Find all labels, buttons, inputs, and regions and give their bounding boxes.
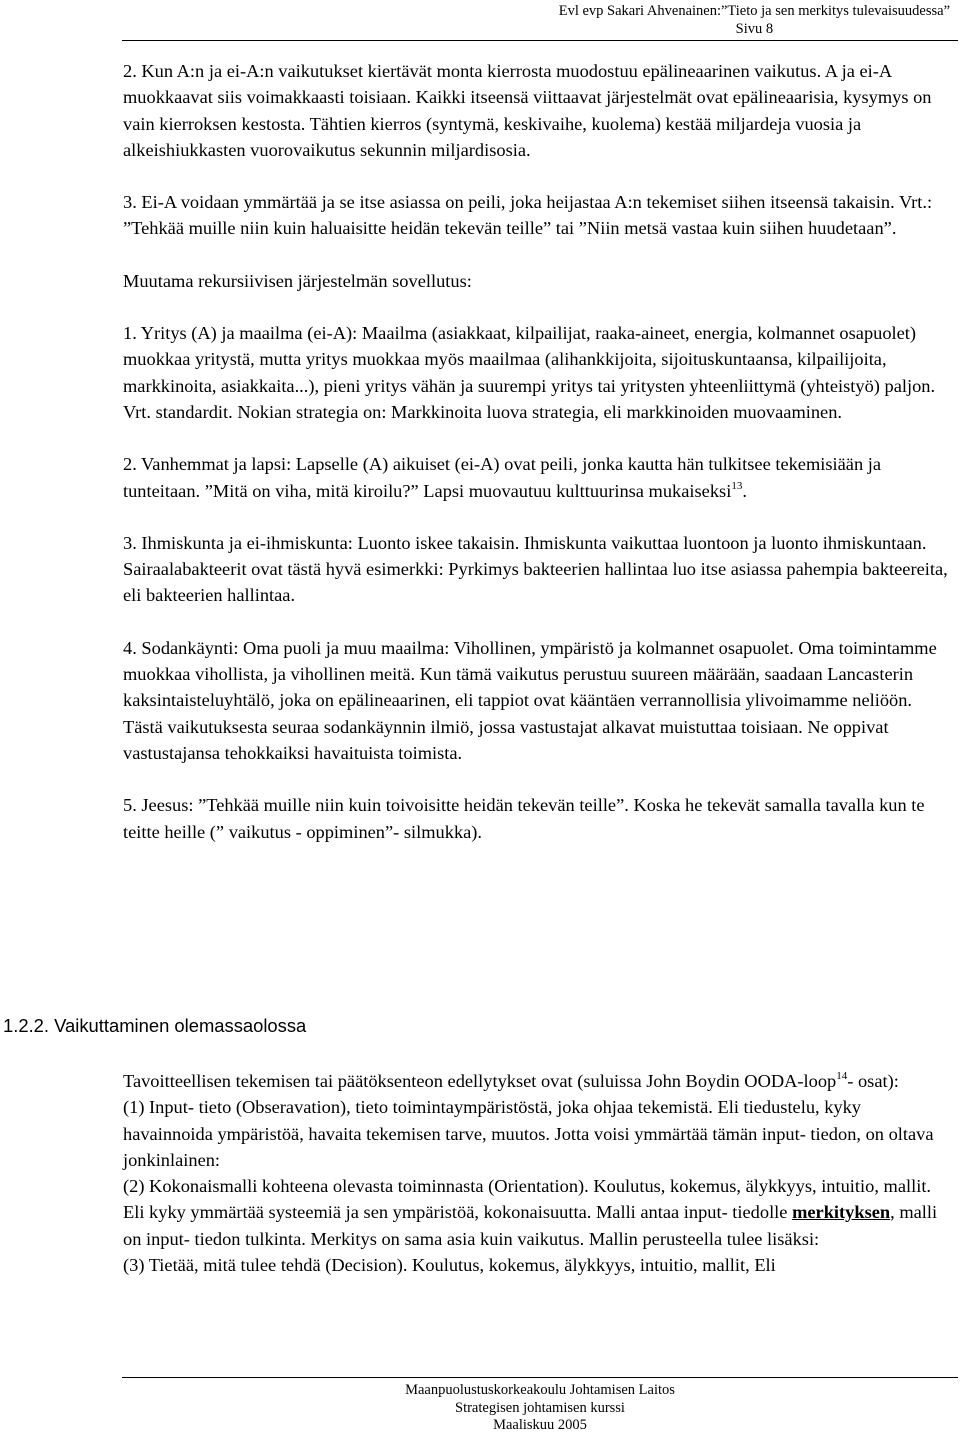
footer-course: Strategisen johtamisen kurssi bbox=[455, 1399, 625, 1416]
footer-institution: Maanpuolustuskorkeakoulu Johtamisen Laitos bbox=[405, 1382, 675, 1398]
section-heading: 1.2.2. Vaikuttaminen olemassaolossa bbox=[3, 1015, 307, 1036]
header-page-number: Sivu 8 bbox=[735, 21, 774, 37]
ooda-item-orientation: (2) Kokonaismalli kohteena olevasta toiminnasta (Orientation). Koulutus, kokemus, älykkyys, intuitio, mallit. Eli kyky ymmärtää systeemiä ja sen ympäristöä, kokonaisuutta. Malli antaa input- tiedolle merkityksen, malli on input- tiedon tulkinta. Merkitys on sama asia kuin vaikutus. Mallin perusteella tulee lisäksi: bbox=[123, 1176, 938, 1249]
ooda-body bbox=[123, 1068, 953, 1278]
footer-date: Maaliskuu 2005 bbox=[493, 1417, 587, 1433]
header-title: Evl evp Sakari Ahvenainen:”Tieto ja sen merkitys tulevaisuudessa” bbox=[558, 3, 950, 19]
page-footer bbox=[122, 1382, 958, 1435]
application-3: 3. Ihmiskunta ja ei-ihmiskunta: Luonto iskee takaisin. Ihmiskunta vaikuttaa luontoon ja luonto ihmiskuntaan. Sairaalabakteerit ovat tästä hyvä esimerkki: Pyrkimys bakteerien hallintaa luo itse asiassa pahempia bakteereita, eli bakteerien hallintaa. bbox=[123, 532, 948, 606]
header-divider bbox=[122, 40, 958, 41]
application-1: 1. Yritys (A) ja maailma (ei-A): Maailma (asiakkaat, kilpailijat, raaka-aineet, energia, kolmannet osapuolet) muokkaa yritystä, mutta yritys muokkaa myös maailmaa (alihankkijoita, sijoituskuntaansa, kilpailijoita, markkinoita, asiakkaita...), pieni yritys vähän ja suurempi yritys tai yritysten yhteenliittymä (yhteistyö) paljon. Vrt. standardit. Nokian strategia on: Markkinoita luova strategia, eli markkinoiden muovaaminen. bbox=[123, 323, 936, 422]
application-5: 5. Jeesus: ”Tehkää muille niin kuin toivoisitte heidän tekevän teille”. Koska he tekevät samalla tavalla kun te teitte heille (” vaikutus - oppiminen”- silmukka). bbox=[123, 795, 925, 842]
footnote-ref-13[interactable]: 13 bbox=[731, 479, 743, 492]
page-header bbox=[559, 2, 950, 38]
ooda-intro: Tavoitteellisen tekemisen tai päätöksenteon edellytykset ovat (suluissa John Boydin OODA-loop$^{14}$- osat): bbox=[123, 1070, 899, 1091]
footer-divider bbox=[122, 1377, 958, 1378]
ooda-item-observation: (1) Input- tieto (Obseravation), tieto toimintaympäristöstä, joka ohjaa tekemistä. Eli tiedustelu, kyky havainnoida ympäristöä, havaita tekemisen tarve, muutos. Jotta voisi ymmärtää tämän input- tiedon, on oltava jonkinlainen: bbox=[123, 1097, 934, 1170]
application-2: 2. Vanhemmat ja lapsi: Lapselle (A) aikuiset (ei-A) ovat peili, jonka kautta hän tulkitsee tekemisiään ja tunteitaan. ”Mitä on viha, mitä kiroilu?” Lapsi muovautuu kulttuurinsa mukaiseksi$^{13}$. bbox=[123, 454, 882, 501]
applications-intro: Muutama rekursiivisen järjestelmän sovellutus: bbox=[123, 270, 472, 291]
application-4: 4. Sodankäynti: Oma puoli ja muu maailma: Vihollinen, ympäristö ja kolmannet osapuolet. Oma toimintamme muokkaa vihollista, ja vihollinen meitä. Kun tämä vaikutus perustuu suureen määrään, saadaan Lancasterin kaksintaisteluyhtälö, joka on epälineaarinen, eli tappiot ovat kääntäen verrannollisia ylivoimamme neliöön. Tästä vaikutuksesta seuraa sodankäynnin ilmiö, jossa vastustajat alkavat muistuttaa toisiaan. Ne oppivat vastustajansa tehokkaiksi havaituista toimista. bbox=[123, 637, 937, 763]
upper-body bbox=[123, 58, 953, 845]
merkityksen-link[interactable]: merkityksen bbox=[792, 1202, 891, 1223]
footnote-ref-14[interactable]: 14 bbox=[836, 1070, 848, 1082]
paragraph-2: 2. Kun A:n ja ei-A:n vaikutukset kiertävät monta kierrosta muodostuu epälineaarinen vaikutus. A ja ei-A muokkaavat siis voimakkaasti toisiaan. Kaikki itseensä viittaavat järjestelmät ovat epälineaarisia, kysymys on vain kierroksen kestosta. Tähtien kierros (syntymä, keskivaihe, kuolema) kestää miljardeja vuosia ja alkeishiukkasten vuorovaikutus sekunnin miljardisosia. bbox=[123, 61, 932, 160]
paragraph-3: 3. Ei-A voidaan ymmärtää ja se itse asiassa on peili, joka heijastaa A:n tekemiset siihen itseensä takaisin. Vrt.: ”Tehkää muille niin kuin haluaisitte heidän tekevän teille” tai ”Niin metsä vastaa kuin siihen huudetaan”. bbox=[123, 192, 933, 239]
ooda-item-decision: (3) Tietää, mitä tulee tehdä (Decision). Koulutus, kokemus, älykkyys, intuitio, mallit, Eli bbox=[123, 1255, 776, 1276]
